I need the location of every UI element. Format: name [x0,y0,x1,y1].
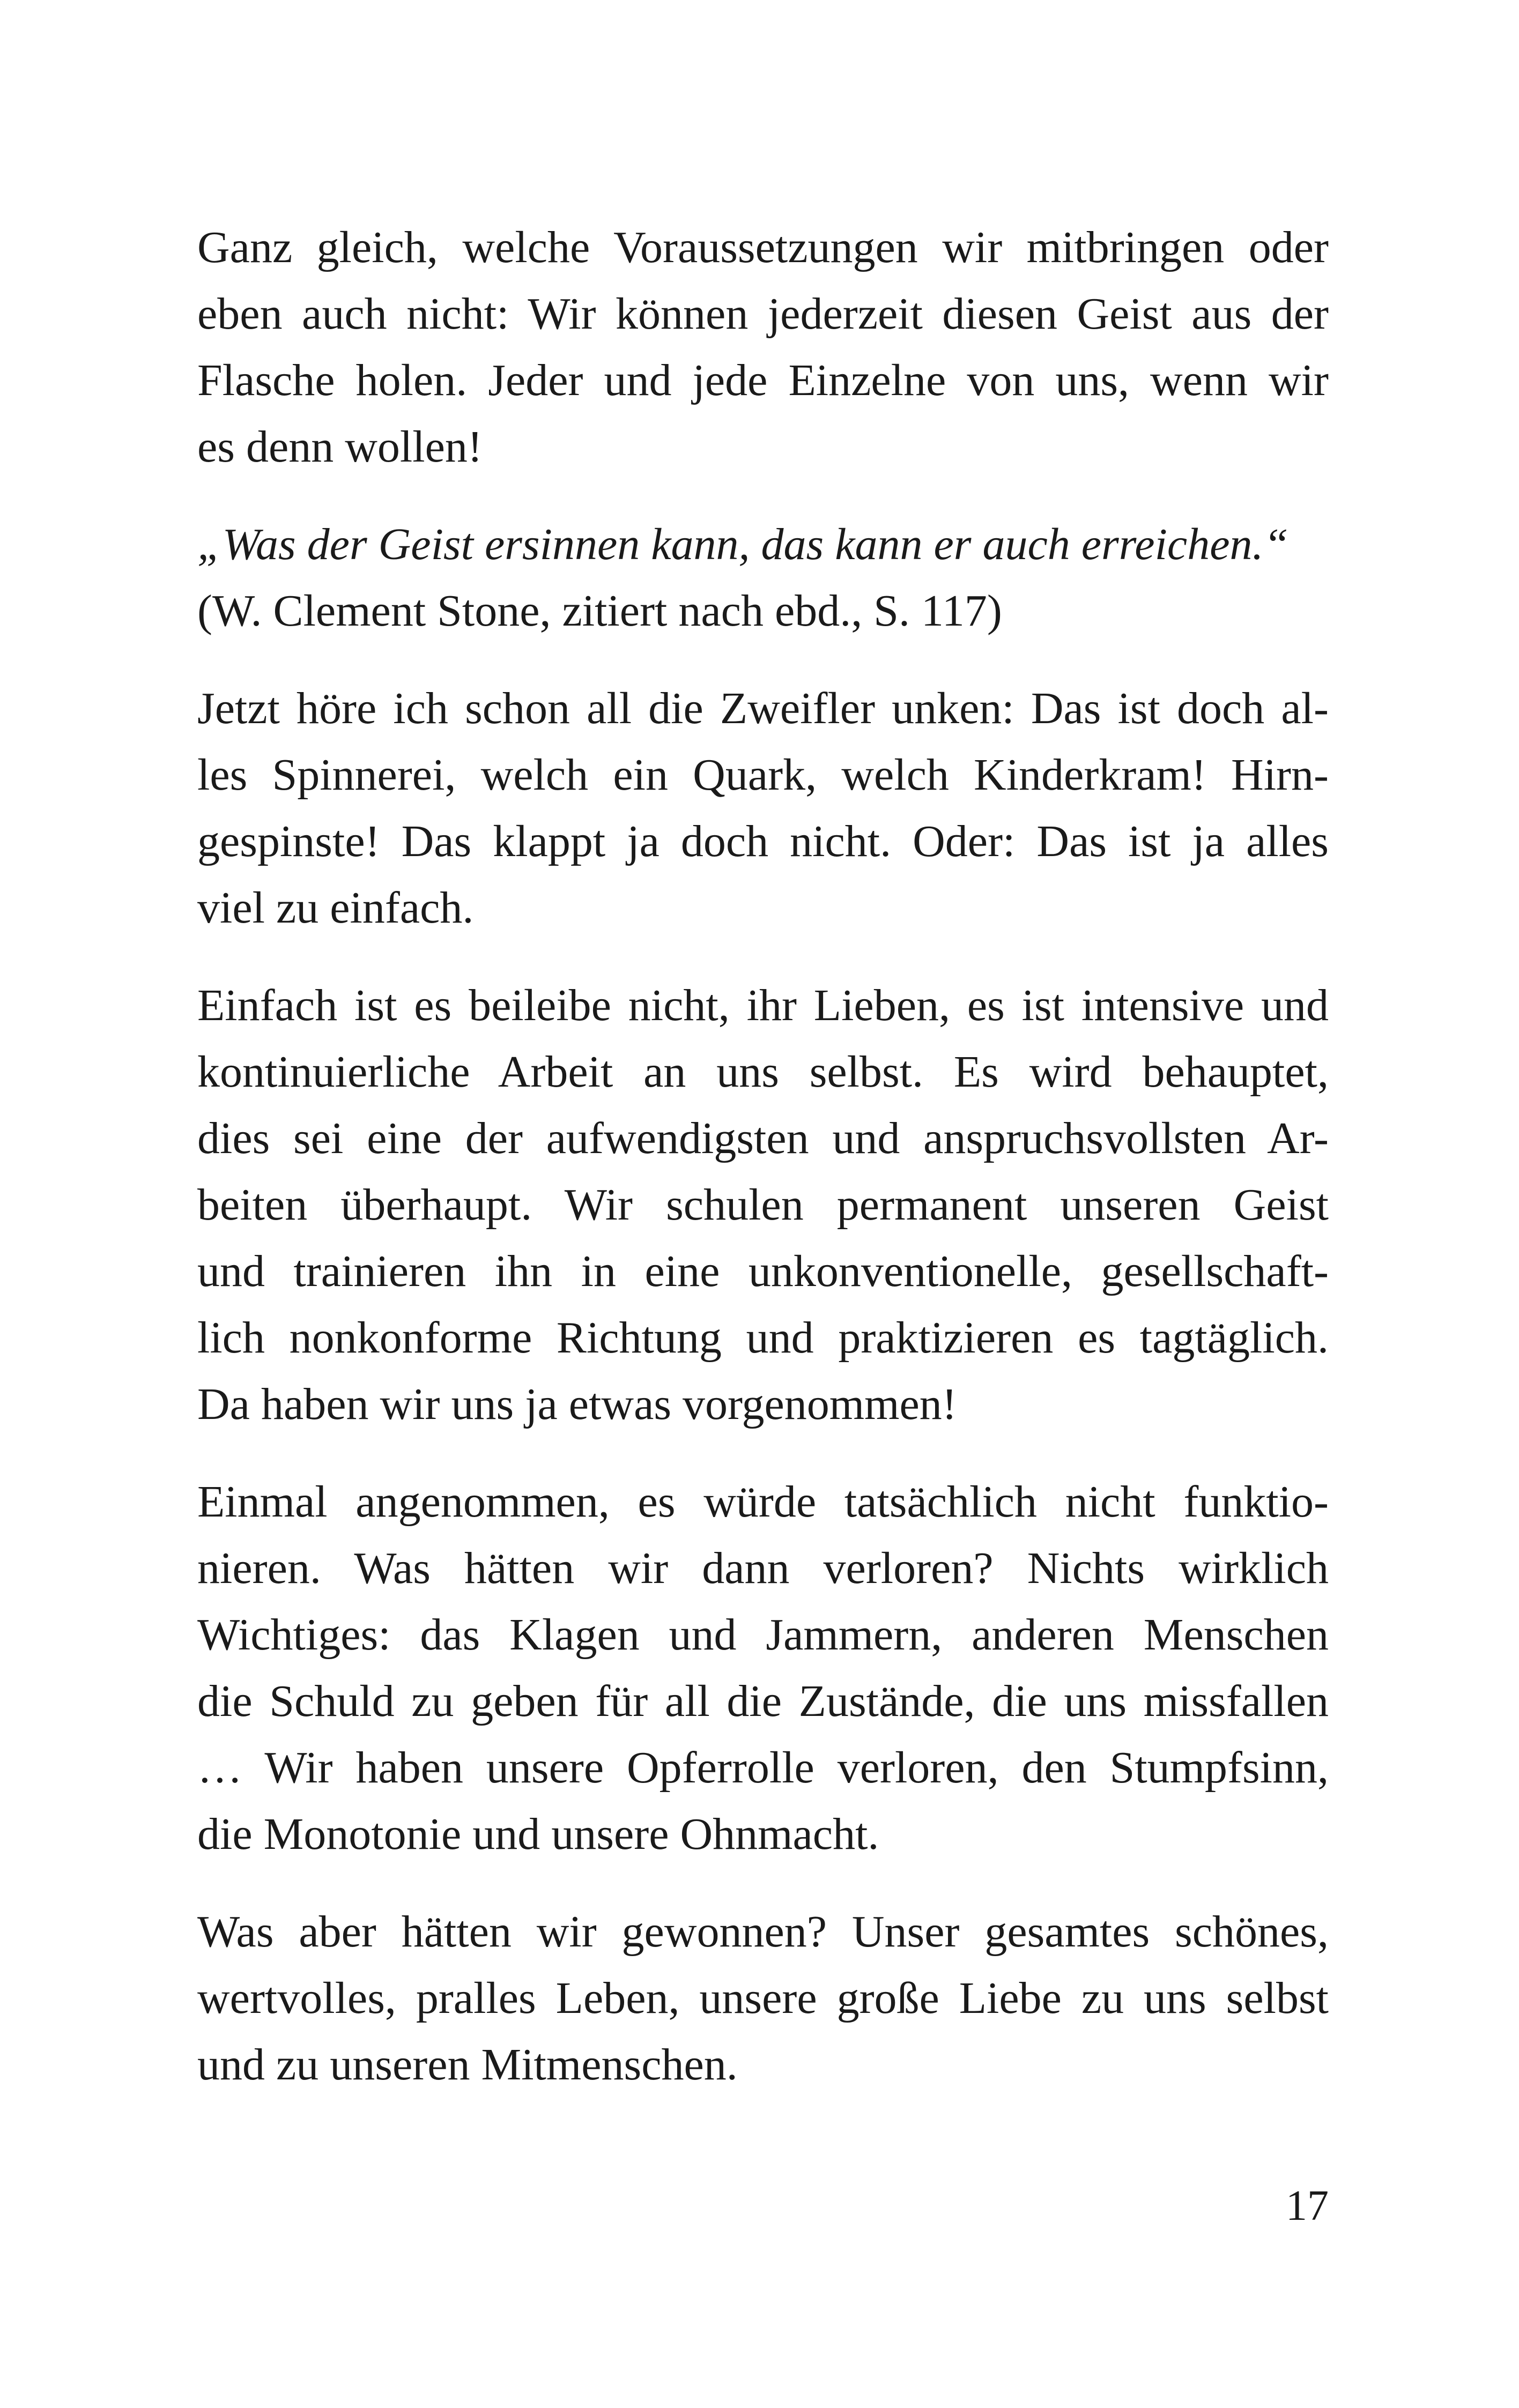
text-line: dies sei eine der aufwendigsten und anspruchsvollsten Ar- [197,1113,1329,1163]
text-line: es denn wollen! [197,422,483,472]
text-line: Was aber hätten wir gewonnen? Unser gesamtes schönes, [197,1907,1329,1957]
text-line: Ganz gleich, welche Voraussetzungen wir mitbringen oder [197,222,1329,272]
text-line: Wichtiges: das Klagen und Jammern, anderen Menschen [197,1610,1329,1660]
text-line: viel zu einfach. [197,883,474,933]
text-line: les Spinnerei, welch ein Quark, welch Kinderkram! Hirn- [197,750,1329,800]
paragraph-3 [197,972,1329,1438]
text-line: Einmal angenommen, es würde tatsächlich nicht funktio- [197,1477,1329,1527]
text-line: Jetzt höre ich schon all die Zweifler unken: Das ist doch al- [197,683,1329,733]
body-text [197,214,1329,2129]
text-line: und trainieren ihn in eine unkonventionelle, gesellschaft- [197,1246,1329,1296]
text-line: lich nonkonforme Richtung und praktizieren es tagtäglich. [197,1313,1329,1363]
text-line: Flasche holen. Jeder und jede Einzelne von uns, wenn wir [197,355,1329,405]
text-line: wertvolles, pralles Leben, unsere große Liebe zu uns selbst [197,1973,1329,2023]
text-line: beiten überhaupt. Wir schulen permanent unseren Geist [197,1180,1329,1230]
text-line: kontinuierliche Arbeit an uns selbst. Es wird behauptet, [197,1047,1329,1097]
text-line: und zu unseren Mitmenschen. [197,2040,738,2090]
quote-citation: (W. Clement Stone, zitiert nach ebd., S. 117) [197,586,1002,636]
text-line: die Monotonie und unsere Ohnmacht. [197,1809,879,1859]
text-line: Einfach ist es beileibe nicht, ihr Lieben, es ist intensive und [197,980,1329,1030]
text-line: eben auch nicht: Wir können jederzeit diesen Geist aus der [197,289,1329,339]
quote-text: „Was der Geist ersinnen kann, das kann er auch erreichen.“ [197,519,1289,569]
paragraph-1 [197,214,1329,480]
paragraph-2 [197,675,1329,941]
text-line: nieren. Was hätten wir dann verloren? Nichts wirklich [197,1543,1329,1593]
paragraph-4 [197,1469,1329,1868]
quote-block [197,511,1329,644]
text-line: … Wir haben unsere Opferrolle verloren, den Stumpfsinn, [197,1743,1329,1793]
text-line: gespinste! Das klappt ja doch nicht. Oder: Das ist ja alles [197,816,1329,866]
text-line: Da haben wir uns ja etwas vorgenommen! [197,1379,957,1429]
text-line: die Schuld zu geben für all die Zustände, die uns missfallen [197,1676,1329,1726]
paragraph-5 [197,1899,1329,2098]
page-number: 17 [1286,2182,1329,2229]
